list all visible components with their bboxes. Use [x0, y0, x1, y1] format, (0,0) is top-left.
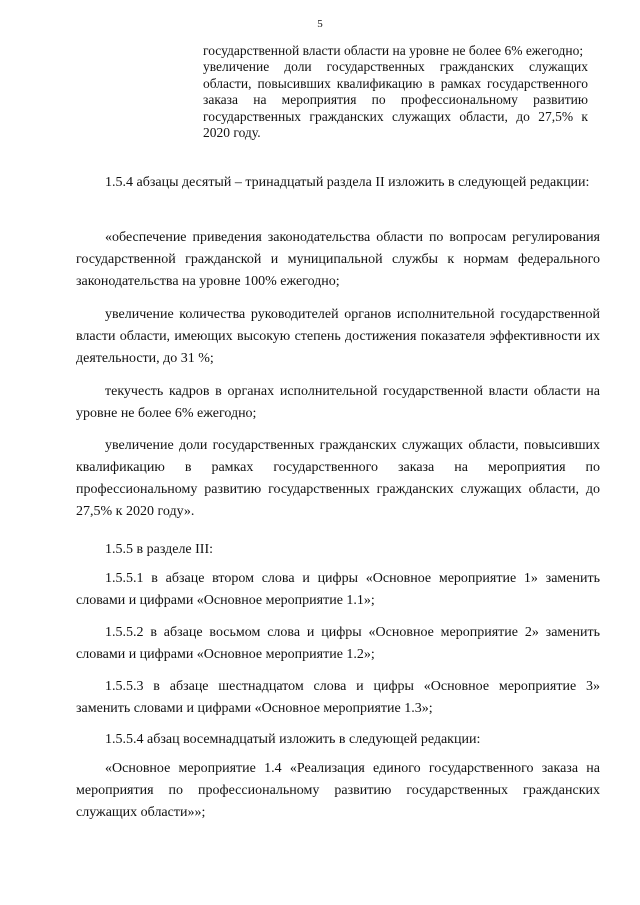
- paragraph-1-5-4: 1.5.4 абзацы десятый – тринадцатый раздела II изложить в следующей редакции:: [105, 175, 590, 190]
- paragraph-quoted-1: «обеспечение приведения законодательства области по вопросам регулирования государственной гражданской и муниципальной службы к нормам федерального законодательства на уровне 100% ежегодно;: [76, 230, 600, 289]
- paragraph-1-5-5-2: 1.5.5.2 в абзаце восьмом слова и цифры «Основное мероприятие 2» заменить словами и цифрами «Основное мероприятие 1.2»;: [76, 625, 600, 662]
- continued-text-line: увеличение доли государственных гражданских служащих области, повысивших квалификацию в рамках государственного заказа на мероприятия по профессиональному развитию государственных гражданских служащих области, до 27,5% к 2020 году.: [203, 59, 588, 141]
- paragraph-1-5-5-4: 1.5.5.4 абзац восемнадцатый изложить в следующей редакции:: [105, 732, 481, 747]
- paragraph-quoted-2: увеличение количества руководителей органов исполнительной государственной власти области, имеющих высокую степень достижения показателя эффективности их деятельности, до 31 %;: [76, 307, 600, 366]
- paragraph-quoted-3: текучесть кадров в органах исполнительной государственной власти области на уровне не более 6% ежегодно;: [76, 384, 600, 421]
- continued-text-line: государственной власти области на уровне не более 6% ежегодно;: [203, 43, 584, 58]
- paragraph-1-5-5-1: 1.5.5.1 в абзаце втором слова и цифры «Основное мероприятие 1» заменить словами и цифрами «Основное мероприятие 1.1»;: [76, 571, 600, 608]
- paragraph-1-5-5: 1.5.5 в разделе III:: [105, 542, 214, 557]
- continued-text-block: [203, 43, 588, 141]
- paragraph-quoted-4: увеличение доли государственных гражданских служащих области, повысивших квалификацию в рамках государственного заказа на мероприятия по профессиональному развитию государственных гражданских служащих области, до 27,5% к 2020 году».: [76, 438, 600, 519]
- paragraph-quoted-main-event: «Основное мероприятие 1.4 «Реализация единого государственного заказа на мероприятия по профессиональному развитию государственных гражданских служащих области»»;: [76, 761, 600, 820]
- paragraph-1-5-5-3: 1.5.5.3 в абзаце шестнадцатом слова и цифры «Основное мероприятие 3» заменить словами и цифрами «Основное мероприятие 1.3»;: [76, 679, 600, 716]
- page-number: 5: [317, 18, 323, 30]
